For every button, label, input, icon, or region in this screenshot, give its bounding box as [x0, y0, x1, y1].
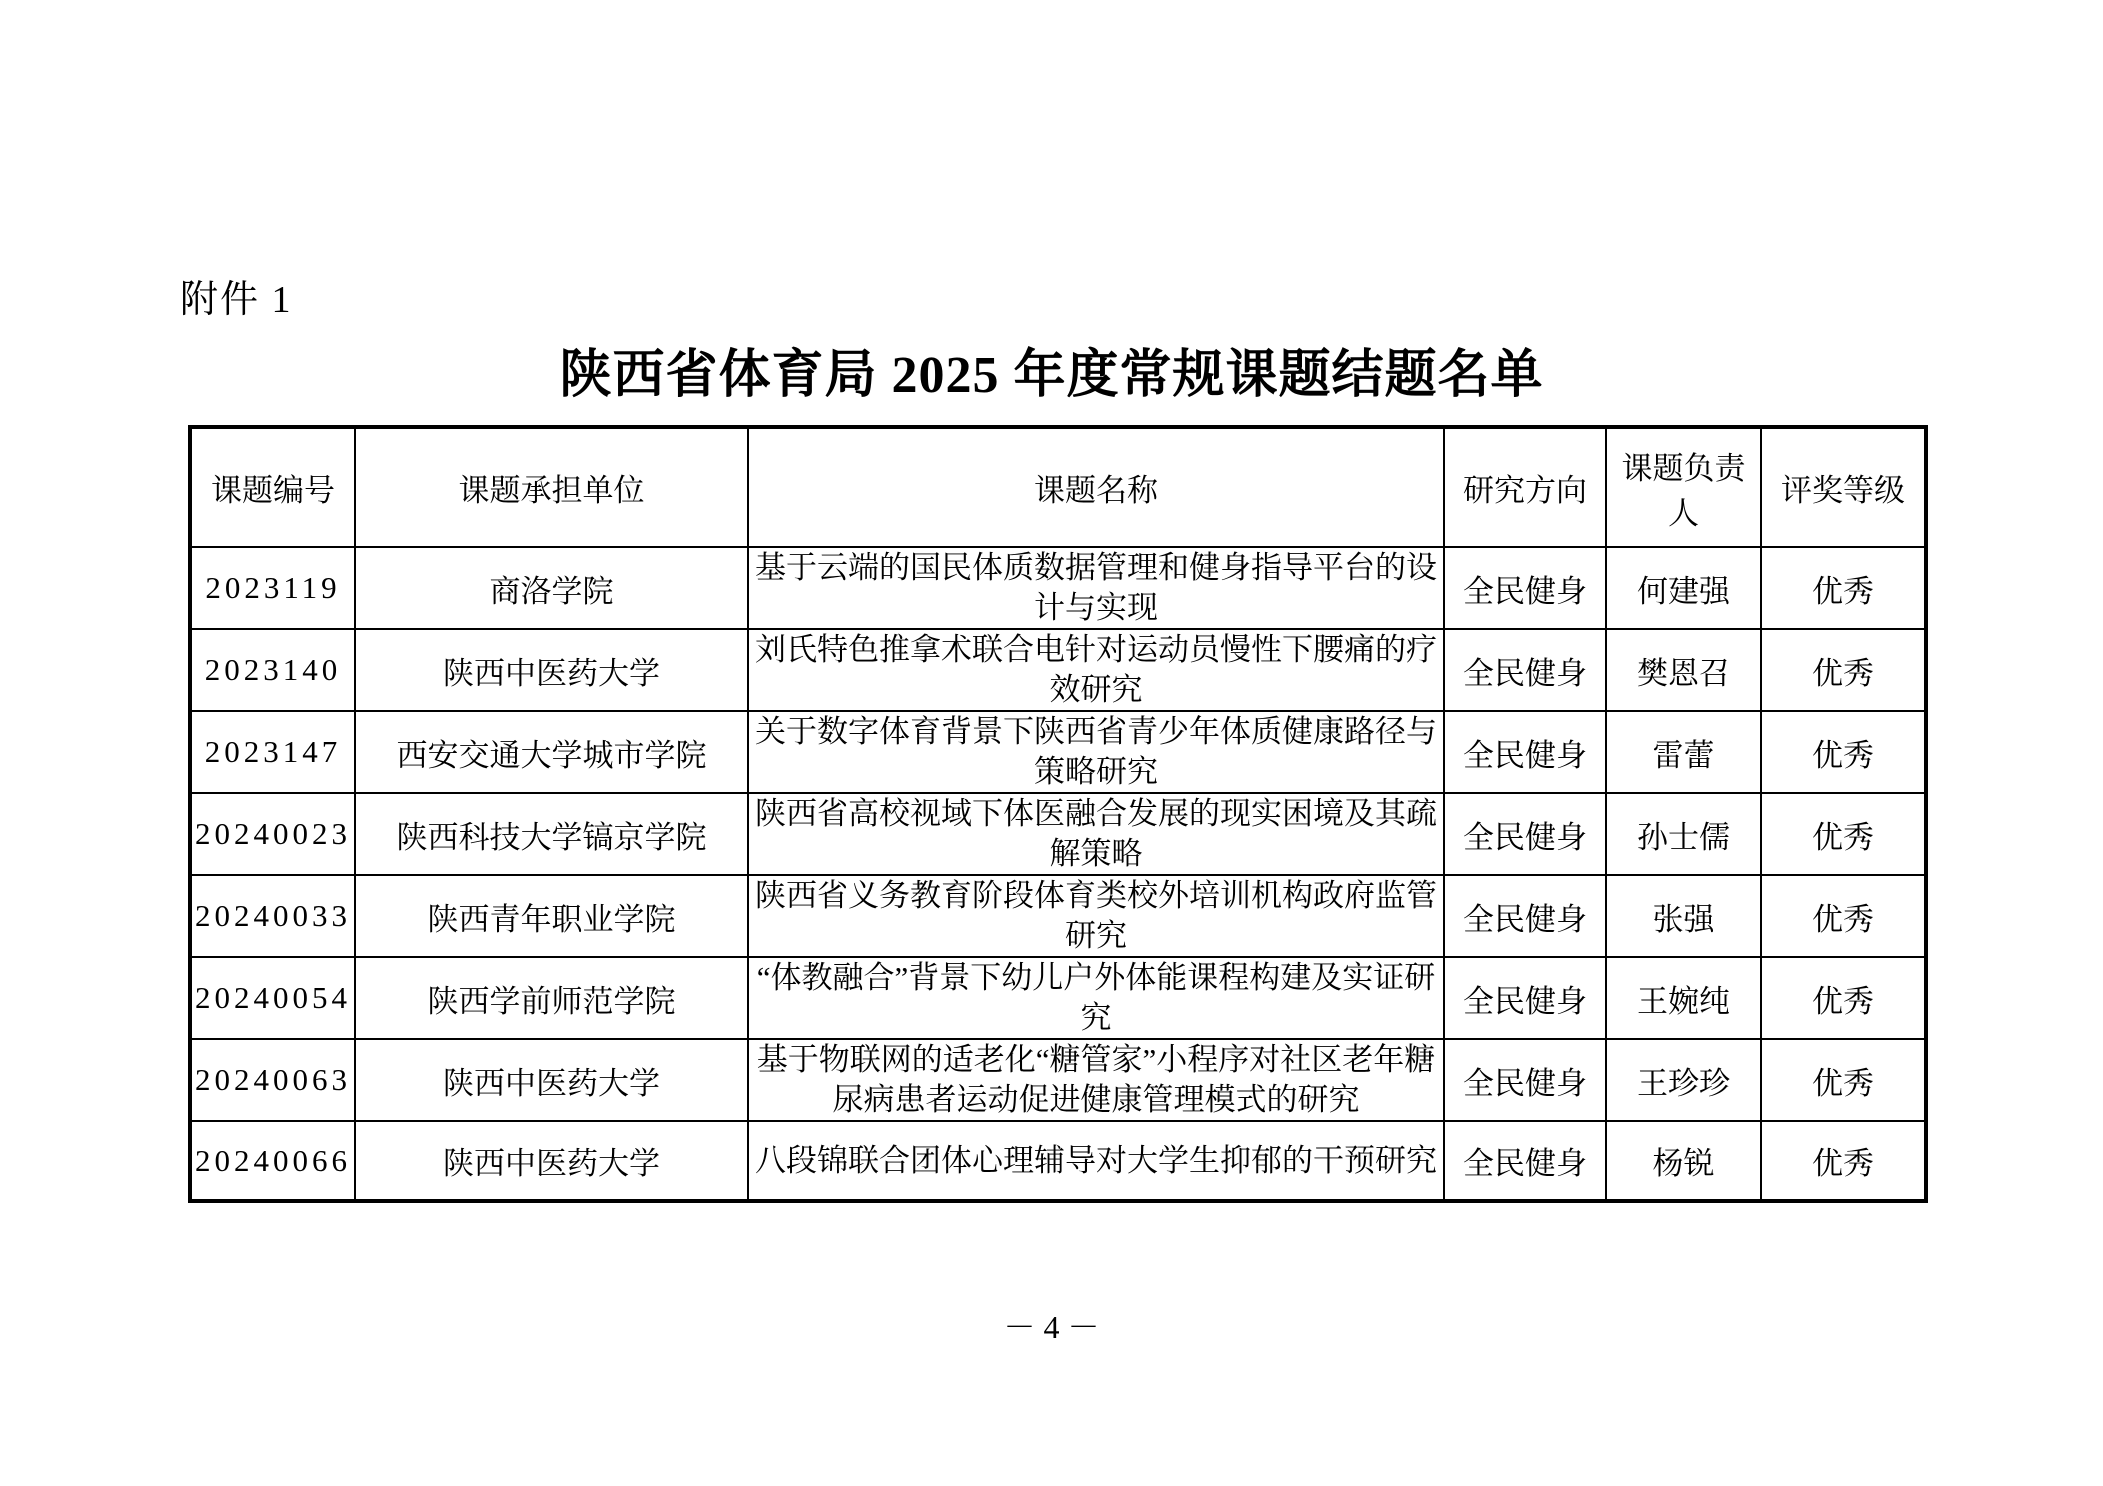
cell-project-name: “体教融合”背景下幼儿户外体能课程构建及实证研究 — [748, 957, 1444, 1039]
cell-award-grade: 优秀 — [1761, 1039, 1926, 1121]
cell-project-leader: 王珍珍 — [1606, 1039, 1761, 1121]
table-row — [190, 957, 1926, 1039]
cell-unit: 商洛学院 — [355, 547, 748, 629]
cell-project-name: 刘氏特色推拿术联合电针对运动员慢性下腰痛的疗效研究 — [748, 629, 1444, 711]
cell-project-leader: 何建强 — [1606, 547, 1761, 629]
cell-project-leader: 樊恩召 — [1606, 629, 1761, 711]
table-row — [190, 875, 1926, 957]
cell-research-direction: 全民健身 — [1444, 629, 1606, 711]
cell-unit: 陕西中医药大学 — [355, 629, 748, 711]
cell-project-id: 20240033 — [190, 875, 355, 957]
cell-project-id: 2023147 — [190, 711, 355, 793]
col-header-award-grade: 评奖等级 — [1761, 427, 1926, 547]
cell-award-grade: 优秀 — [1761, 711, 1926, 793]
cell-award-grade: 优秀 — [1761, 957, 1926, 1039]
table-body — [190, 547, 1926, 1201]
table-row — [190, 629, 1926, 711]
cell-project-name: 陕西省高校视域下体医融合发展的现实困境及其疏解策略 — [748, 793, 1444, 875]
table-row — [190, 711, 1926, 793]
cell-research-direction: 全民健身 — [1444, 957, 1606, 1039]
cell-research-direction: 全民健身 — [1444, 711, 1606, 793]
col-header-project-name: 课题名称 — [748, 427, 1444, 547]
table-row — [190, 547, 1926, 629]
table-header-row — [190, 427, 1926, 547]
cell-project-id: 20240063 — [190, 1039, 355, 1121]
cell-project-leader: 王婉纯 — [1606, 957, 1761, 1039]
cell-award-grade: 优秀 — [1761, 793, 1926, 875]
page-title: 陕西省体育局 2025 年度常规课题结题名单 — [559, 347, 1544, 404]
cell-award-grade: 优秀 — [1761, 547, 1926, 629]
cell-unit: 陕西青年职业学院 — [355, 875, 748, 957]
cell-project-name: 陕西省义务教育阶段体育类校外培训机构政府监管研究 — [748, 875, 1444, 957]
cell-unit: 陕西中医药大学 — [355, 1039, 748, 1121]
cell-research-direction: 全民健身 — [1444, 875, 1606, 957]
cell-project-id: 2023119 — [190, 547, 355, 629]
cell-project-name: 基于物联网的适老化“糖管家”小程序对社区老年糖尿病患者运动促进健康管理模式的研究 — [748, 1039, 1444, 1121]
table-row — [190, 793, 1926, 875]
cell-award-grade: 优秀 — [1761, 629, 1926, 711]
projects-table — [188, 425, 1928, 1203]
col-header-unit: 课题承担单位 — [355, 427, 748, 547]
cell-project-name: 关于数字体育背景下陕西省青少年体质健康路径与策略研究 — [748, 711, 1444, 793]
cell-unit: 陕西学前师范学院 — [355, 957, 748, 1039]
cell-research-direction: 全民健身 — [1444, 547, 1606, 629]
table-row — [190, 1039, 1926, 1121]
cell-project-name: 基于云端的国民体质数据管理和健身指导平台的设计与实现 — [748, 547, 1444, 629]
col-header-project-id: 课题编号 — [190, 427, 355, 547]
cell-unit: 陕西科技大学镐京学院 — [355, 793, 748, 875]
col-header-project-leader: 课题负责人 — [1606, 427, 1761, 547]
cell-project-id: 2023140 — [190, 629, 355, 711]
cell-project-id: 20240066 — [190, 1121, 355, 1201]
cell-project-leader: 杨锐 — [1606, 1121, 1761, 1201]
cell-award-grade: 优秀 — [1761, 875, 1926, 957]
cell-research-direction: 全民健身 — [1444, 793, 1606, 875]
page-number: － 4 － — [1003, 1309, 1100, 1345]
col-header-research-direction: 研究方向 — [1444, 427, 1606, 547]
cell-project-id: 20240023 — [190, 793, 355, 875]
attachment-label: 附件 1 — [180, 279, 293, 321]
cell-project-name: 八段锦联合团体心理辅导对大学生抑郁的干预研究 — [748, 1121, 1444, 1201]
table-row — [190, 1121, 1926, 1201]
cell-award-grade: 优秀 — [1761, 1121, 1926, 1201]
cell-project-id: 20240054 — [190, 957, 355, 1039]
cell-research-direction: 全民健身 — [1444, 1039, 1606, 1121]
cell-research-direction: 全民健身 — [1444, 1121, 1606, 1201]
cell-unit: 西安交通大学城市学院 — [355, 711, 748, 793]
cell-project-leader: 张强 — [1606, 875, 1761, 957]
cell-unit: 陕西中医药大学 — [355, 1121, 748, 1201]
table-header — [190, 427, 1926, 547]
cell-project-leader: 孙士儒 — [1606, 793, 1761, 875]
cell-project-leader: 雷蕾 — [1606, 711, 1761, 793]
